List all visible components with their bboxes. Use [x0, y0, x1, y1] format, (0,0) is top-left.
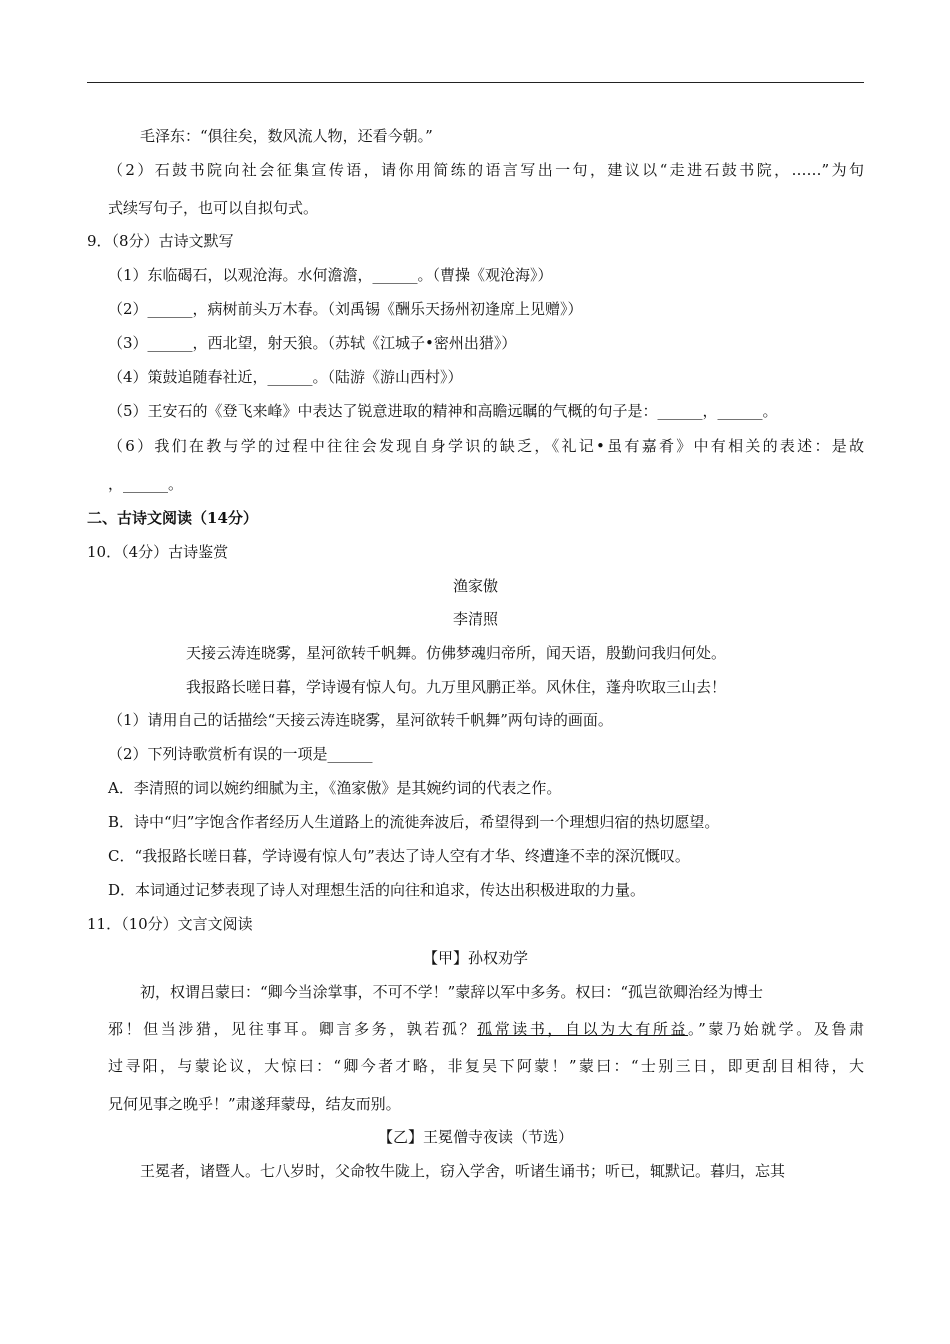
q11-title: 11．（10分）文言文阅读 [87, 915, 253, 933]
q10-option-b: B．诗中“归”字饱含作者经历人生道路上的流徙奔波后，希望得到一个理想归宿的热切愿望。 [108, 813, 720, 831]
q9-item-4: （4）策鼓追随春社近，______。（陆游《游山西村》） [108, 368, 463, 386]
q8-sub2-line1: （2）石鼓书院向社会征集宣传语，请你用简练的语言写出一句，建议以“走进石鼓书院，……”为句 [108, 161, 864, 179]
jia-line-2-post: 。”蒙乃始就学。及鲁肃 [688, 1020, 864, 1038]
jia-line-2-pre: 邪！但当涉猎，见往事耳。卿言多务，孰若孤？ [108, 1020, 478, 1038]
q9-item-2: （2）______，病树前头万木春。（刘禹锡《酬乐天扬州初逢席上见赠》） [108, 300, 583, 318]
q8-quote: 毛泽东：“俱往矣，数风流人物，还看今朝。” [140, 127, 433, 145]
q10-option-a: A．李清照的词以婉约细腻为主，《渔家傲》是其婉约词的代表之作。 [108, 779, 562, 797]
section-2-heading: 二、古诗文阅读（14分） [87, 509, 258, 527]
poem-line-1: 天接云涛连晓雾，星河欲转千帆舞。仿佛梦魂归帝所，闻天语，殷勤问我归何处。 [186, 644, 727, 662]
jia-line-1: 初，权谓吕蒙曰：“卿今当涂掌事，不可不学！”蒙辞以军中多务。权曰：“孤岂欲卿治经为博士 [140, 983, 764, 1001]
header-rule [87, 82, 864, 83]
q9-item-1: （1）东临碣石，以观沧海。水何澹澹，______。（曹操《观沧海》） [108, 266, 553, 284]
q9-item-6: （6）我们在教与学的过程中往往会发现自身学识的缺乏，《礼记•虽有嘉肴》中有相关的表述：是故 [108, 437, 864, 455]
q9-title: 9．（8分）古诗文默写 [87, 232, 234, 250]
poem-title: 渔家傲 [452, 577, 498, 595]
q9-item-3: （3）______，西北望，射天狼。（苏轼《江城子•密州出猎》） [108, 334, 517, 352]
yi-title: 【乙】王冕僧寺夜读（节选） [377, 1128, 573, 1146]
jia-line-3: 过寻阳，与蒙论议，大惊曰：“卿今者才略，非复吴下阿蒙！”蒙曰：“士别三日，即更刮目相待，大 [108, 1057, 864, 1075]
q10-sub1: （1）请用自己的话描绘“天接云涛连晓雾，星河欲转千帆舞”两句诗的画面。 [108, 711, 613, 729]
q9-item-5: （5）王安石的《登飞来峰》中表达了锐意进取的精神和高瞻远瞩的气概的句子是：______，______。 [108, 402, 778, 420]
jia-line-2 [108, 1019, 864, 1039]
poem-author: 李清照 [452, 610, 498, 628]
q9-item-6-cont: ，______。 [108, 475, 184, 493]
jia-line-4: 兄何见事之晚乎！”肃遂拜蒙母，结友而别。 [108, 1095, 401, 1113]
q10-option-d: D．本词通过记梦表现了诗人对理想生活的向往和追求，传达出积极进取的力量。 [108, 881, 646, 899]
q10-sub2: （2）下列诗歌赏析有误的一项是______ [108, 745, 373, 763]
poem-line-2: 我报路长嗟日暮，学诗谩有惊人句。九万里风鹏正举。风休住，蓬舟吹取三山去！ [186, 678, 727, 696]
q10-title: 10．（4分）古诗鉴赏 [87, 543, 229, 561]
q8-sub2-line2: 式续写句子，也可以自拟句式。 [108, 199, 319, 217]
q10-option-c: C．“我报路长嗟日暮，学诗谩有惊人句”表达了诗人空有才华、终遭逢不幸的深沉慨叹。 [108, 847, 690, 865]
yi-line-1: 王冕者，诸暨人。七八岁时，父命牧牛陇上，窃入学舍，听诸生诵书；听已，辄默记。暮归，忘其 [140, 1162, 786, 1180]
jia-underlined-sentence: 孤常读书，自以为大有所益 [477, 1020, 689, 1038]
jia-title: 【甲】孙权劝学 [422, 949, 528, 967]
